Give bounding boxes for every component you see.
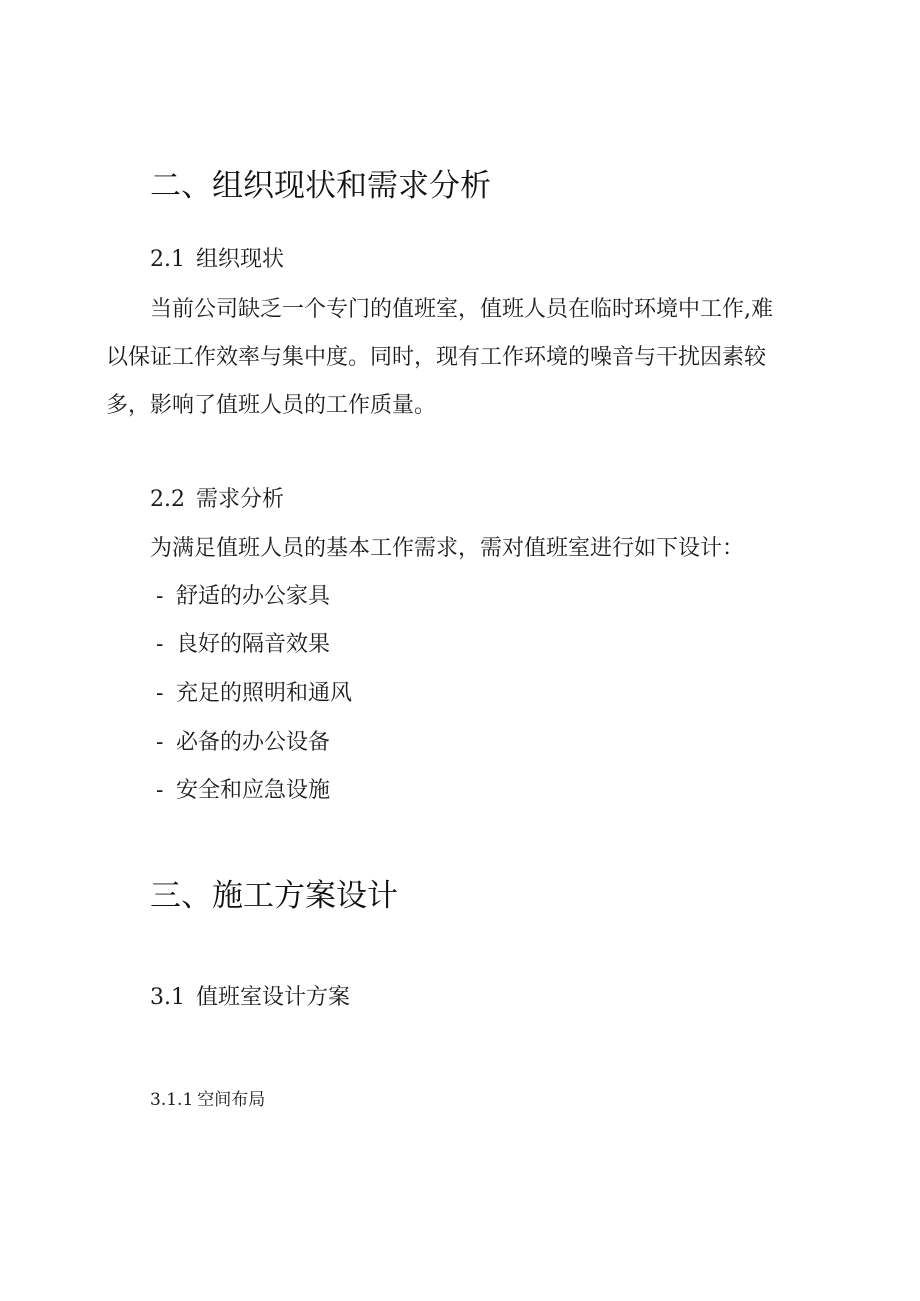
- subsection-title: 组织现状: [196, 247, 285, 272]
- paragraph-line: 以保证工作效率与集中度。同时，现有工作环境的噪音与干扰因素较: [106, 345, 767, 370]
- subsubsection-number: 3.1.1: [150, 1090, 194, 1110]
- list-marker: -: [156, 730, 164, 755]
- list-item: [156, 679, 352, 709]
- paragraph-line: 当前公司缺乏一个专门的值班室，值班人员在临时环境中工作,难: [150, 297, 773, 322]
- subsection-number: 2.2: [150, 487, 185, 512]
- list-marker: -: [156, 632, 164, 657]
- list-marker: -: [156, 681, 164, 706]
- list-item: [156, 582, 330, 612]
- subsection-number: 3.1: [150, 985, 185, 1010]
- list-item: [156, 630, 330, 660]
- subsection-heading: [150, 485, 284, 515]
- section-heading: 二、组织现状和需求分析: [150, 168, 491, 204]
- list-item: [156, 776, 330, 806]
- paragraph-line: 多，影响了值班人员的工作质量。: [106, 393, 437, 418]
- list-marker: -: [156, 778, 164, 803]
- list-item-text: 舒适的办公家具: [176, 584, 331, 609]
- paragraph: [106, 286, 816, 430]
- paragraph: 为满足值班人员的基本工作需求，需对值班室进行如下设计：: [150, 536, 745, 561]
- list-item-text: 安全和应急设施: [176, 778, 331, 803]
- subsubsection-heading: [150, 1088, 265, 1112]
- subsection-heading: [150, 245, 284, 275]
- subsection-title: 值班室设计方案: [196, 985, 351, 1010]
- subsubsection-title: 空间布局: [197, 1090, 266, 1110]
- list-item-text: 充足的照明和通风: [176, 681, 353, 706]
- subsection-title: 需求分析: [196, 487, 285, 512]
- subsection-number: 2.1: [150, 247, 185, 272]
- list-item: [156, 728, 330, 758]
- list-item-text: 必备的办公设备: [176, 730, 331, 755]
- list-marker: -: [156, 584, 164, 609]
- list-item-text: 良好的隔音效果: [176, 632, 331, 657]
- subsection-heading: [150, 983, 350, 1013]
- section-heading: 三、施工方案设计: [150, 878, 398, 914]
